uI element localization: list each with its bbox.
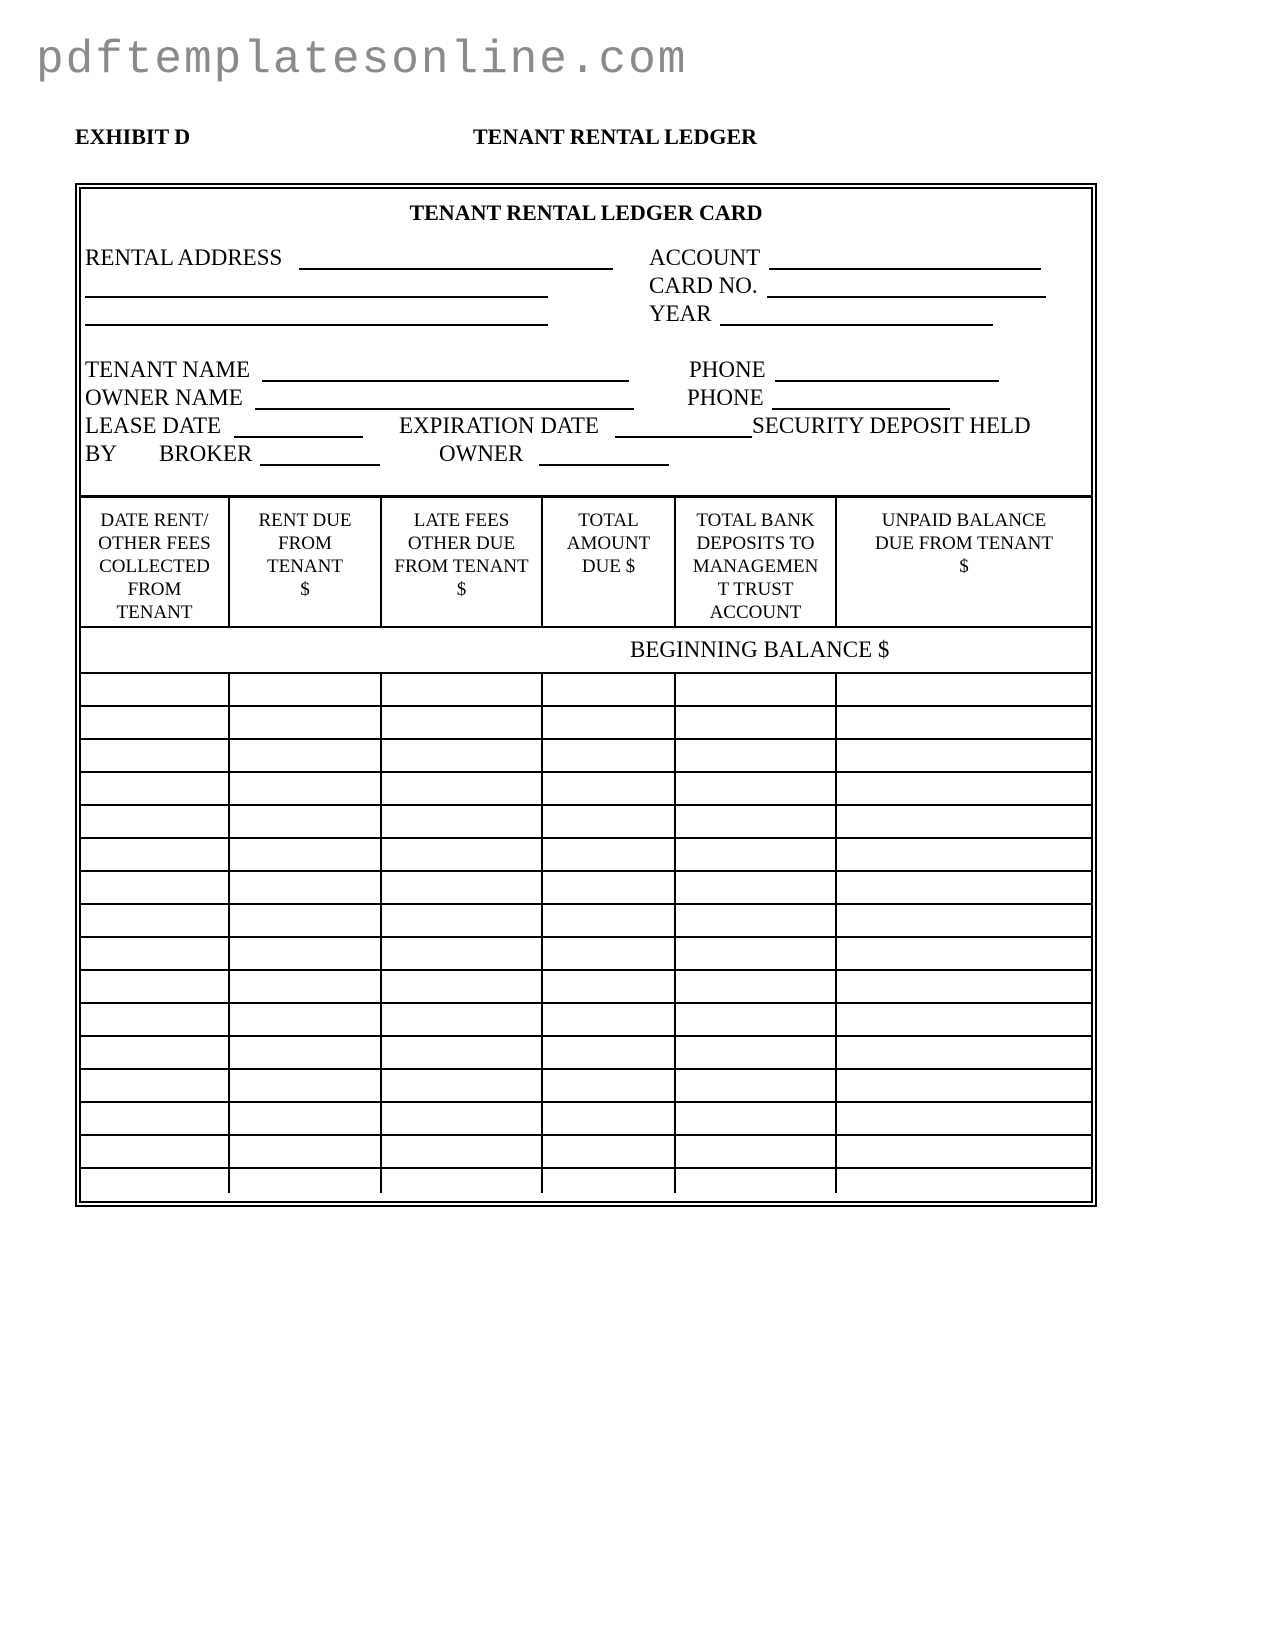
ledger-cell[interactable] <box>542 739 675 772</box>
expiration-date-label: EXPIRATION DATE <box>399 413 599 438</box>
tenant-name-label: TENANT NAME <box>85 357 251 382</box>
security-deposit-label: SECURITY DEPOSIT HELD <box>752 413 1031 438</box>
ledger-cell[interactable] <box>836 970 1091 1003</box>
ledger-row <box>81 1036 1091 1069</box>
owner-name-line[interactable] <box>255 408 634 410</box>
ledger-cell[interactable] <box>675 1102 836 1135</box>
ledger-cell[interactable] <box>542 805 675 838</box>
ledger-cell[interactable] <box>229 772 381 805</box>
ledger-row <box>81 1168 1091 1193</box>
beginning-balance-label: BEGINNING BALANCE $ <box>630 637 890 662</box>
owner-phone-line[interactable] <box>772 408 950 410</box>
ledger-row <box>81 805 1091 838</box>
rental-address-line-1[interactable] <box>299 268 613 270</box>
ledger-card <box>79 187 1093 1203</box>
ledger-cell[interactable] <box>381 1102 542 1135</box>
ledger-row <box>81 904 1091 937</box>
ledger-row <box>81 1135 1091 1168</box>
ledger-cell[interactable] <box>675 1168 836 1193</box>
column-header-line: RENT DUE <box>258 510 352 531</box>
ledger-cell[interactable] <box>542 937 675 970</box>
beginning-balance-row <box>81 627 1091 673</box>
ledger-cell[interactable] <box>81 1003 229 1036</box>
owner-name-label: OWNER NAME <box>85 385 243 410</box>
ledger-cell[interactable] <box>229 1102 381 1135</box>
column-header-line: TENANT <box>267 556 343 577</box>
ledger-row <box>81 673 1091 706</box>
ledger-cell[interactable] <box>542 871 675 904</box>
column-header-line: AMOUNT <box>566 533 651 554</box>
ledger-cell[interactable] <box>542 838 675 871</box>
ledger-cell[interactable] <box>81 937 229 970</box>
by-label: BY <box>85 441 117 466</box>
ledger-cell[interactable] <box>81 1036 229 1069</box>
ledger-cell[interactable] <box>836 673 1091 706</box>
ledger-cell[interactable] <box>542 1036 675 1069</box>
column-header-line: FROM TENANT <box>394 556 529 577</box>
rental-address-line-2[interactable] <box>85 296 548 298</box>
ledger-cell[interactable] <box>836 1102 1091 1135</box>
ledger-cell[interactable] <box>229 871 381 904</box>
year-label: YEAR <box>649 301 712 326</box>
ledger-cell[interactable] <box>81 673 229 706</box>
ledger-cell[interactable] <box>229 739 381 772</box>
ledger-cell[interactable] <box>381 1036 542 1069</box>
ledger-cell[interactable] <box>229 706 381 739</box>
ledger-cell[interactable] <box>542 970 675 1003</box>
ledger-row <box>81 1003 1091 1036</box>
ledger-cell[interactable] <box>542 1168 675 1193</box>
column-header-line: COLLECTED <box>99 556 210 577</box>
card-no-line[interactable] <box>767 296 1046 298</box>
ledger-cell[interactable] <box>675 871 836 904</box>
document-title: TENANT RENTAL LEDGER <box>473 124 758 149</box>
ledger-cell[interactable] <box>675 970 836 1003</box>
column-header-line: DATE RENT/ <box>100 510 209 531</box>
column-header-line: $ <box>300 579 310 600</box>
column-header-line: $ <box>456 579 467 600</box>
lease-date-line[interactable] <box>234 436 363 438</box>
ledger-row <box>81 772 1091 805</box>
column-header <box>81 497 229 627</box>
ledger-row <box>81 1102 1091 1135</box>
column-header-line: DUE $ <box>581 556 636 577</box>
column-header <box>381 497 542 627</box>
ledger-cell[interactable] <box>381 871 542 904</box>
ledger-cell[interactable] <box>81 904 229 937</box>
ledger-cell[interactable] <box>542 1102 675 1135</box>
ledger-row <box>81 871 1091 904</box>
ledger-cell[interactable] <box>381 1003 542 1036</box>
column-header-line: MANAGEMEN <box>692 556 819 577</box>
ledger-cell[interactable] <box>836 838 1091 871</box>
card-title: TENANT RENTAL LEDGER CARD <box>409 200 763 225</box>
expiration-date-line[interactable] <box>615 436 752 438</box>
column-header-line: TENANT <box>116 602 193 623</box>
ledger-row <box>81 706 1091 739</box>
ledger-cell[interactable] <box>81 1069 229 1102</box>
ledger-cell[interactable] <box>81 1135 229 1168</box>
ledger-cell[interactable] <box>836 1036 1091 1069</box>
ledger-cell[interactable] <box>675 772 836 805</box>
ledger-cell[interactable] <box>542 772 675 805</box>
ledger-cell[interactable] <box>81 838 229 871</box>
ledger-row <box>81 970 1091 1003</box>
ledger-cell[interactable] <box>381 1168 542 1193</box>
column-header-row <box>81 497 1091 627</box>
ledger-cell[interactable] <box>81 1168 229 1193</box>
column-header-line: LATE FEES <box>413 510 510 531</box>
owner-phone-label: PHONE <box>687 385 764 410</box>
account-label: ACCOUNT <box>649 245 761 270</box>
ledger-cell[interactable] <box>675 706 836 739</box>
column-header-line: TOTAL BANK <box>696 510 815 531</box>
ledger-cell[interactable] <box>81 772 229 805</box>
ledger-cell[interactable] <box>542 904 675 937</box>
ledger-cell[interactable] <box>381 673 542 706</box>
column-header-line: T TRUST <box>717 579 794 600</box>
ledger-cell[interactable] <box>836 706 1091 739</box>
ledger-cell[interactable] <box>381 706 542 739</box>
column-header-line: FROM <box>278 533 332 554</box>
ledger-cell[interactable] <box>675 673 836 706</box>
ledger-cell[interactable] <box>675 904 836 937</box>
ledger-cell[interactable] <box>675 1069 836 1102</box>
ledger-cell[interactable] <box>229 673 381 706</box>
ledger-cell[interactable] <box>542 673 675 706</box>
ledger-cell[interactable] <box>675 937 836 970</box>
ledger-cell[interactable] <box>675 838 836 871</box>
ledger-cell[interactable] <box>836 937 1091 970</box>
owner-label: OWNER <box>439 441 524 466</box>
ledger-row <box>81 838 1091 871</box>
rental-address-line-3[interactable] <box>85 324 548 326</box>
lease-date-label: LEASE DATE <box>85 413 222 438</box>
ledger-cell[interactable] <box>229 1135 381 1168</box>
ledger-cell[interactable] <box>229 1168 381 1193</box>
ledger-cell[interactable] <box>675 805 836 838</box>
ledger-table <box>81 496 1091 1193</box>
ledger-cell[interactable] <box>81 970 229 1003</box>
ledger-cell[interactable] <box>229 937 381 970</box>
ledger-cell[interactable] <box>81 739 229 772</box>
ledger-row <box>81 739 1091 772</box>
ledger-cell[interactable] <box>542 1069 675 1102</box>
column-header-line: DUE FROM TENANT <box>874 533 1054 554</box>
card-no-label: CARD NO. <box>649 273 758 298</box>
ledger-cell[interactable] <box>675 1036 836 1069</box>
column-header-line: $ <box>959 556 969 577</box>
ledger-cell[interactable] <box>836 1003 1091 1036</box>
column-header-line: DEPOSITS TO <box>696 533 815 554</box>
ledger-cell[interactable] <box>836 1168 1091 1193</box>
ledger-cell[interactable] <box>381 772 542 805</box>
ledger-cell[interactable] <box>381 838 542 871</box>
ledger-cell[interactable] <box>836 1135 1091 1168</box>
ledger-cell[interactable] <box>81 805 229 838</box>
ledger-row <box>81 937 1091 970</box>
ledger-cell[interactable] <box>836 871 1091 904</box>
column-header <box>542 497 675 627</box>
ledger-cell[interactable] <box>229 1069 381 1102</box>
broker-line[interactable] <box>260 464 380 466</box>
account-line[interactable] <box>769 268 1041 270</box>
ledger-cell[interactable] <box>229 838 381 871</box>
ledger-cell[interactable] <box>229 904 381 937</box>
ledger-cell[interactable] <box>229 1036 381 1069</box>
ledger-cell[interactable] <box>381 739 542 772</box>
ledger-cell[interactable] <box>381 805 542 838</box>
ledger-cell[interactable] <box>229 970 381 1003</box>
ledger-cell[interactable] <box>836 1069 1091 1102</box>
ledger-cell[interactable] <box>81 871 229 904</box>
ledger-cell[interactable] <box>381 1069 542 1102</box>
ledger-cell[interactable] <box>381 937 542 970</box>
watermark: pdftemplatesonline.com <box>36 34 688 86</box>
column-header-line: ACCOUNT <box>709 602 802 623</box>
broker-label: BROKER <box>159 441 253 466</box>
ledger-row <box>81 1069 1091 1102</box>
rental-address-label: RENTAL ADDRESS <box>85 245 283 270</box>
column-header-line: OTHER DUE <box>407 533 516 554</box>
ledger-cell[interactable] <box>542 1135 675 1168</box>
column-header <box>229 497 381 627</box>
column-header-line: OTHER FEES <box>98 533 211 554</box>
ledger-cell[interactable] <box>675 1135 836 1168</box>
ledger-cell[interactable] <box>381 1135 542 1168</box>
ledger-cell[interactable] <box>229 1003 381 1036</box>
tenant-phone-label: PHONE <box>689 357 766 382</box>
ledger-cell[interactable] <box>836 739 1091 772</box>
ledger-cell[interactable] <box>229 805 381 838</box>
ledger-cell[interactable] <box>381 904 542 937</box>
ledger-cell[interactable] <box>81 1102 229 1135</box>
year-line[interactable] <box>720 324 993 326</box>
tenant-phone-line[interactable] <box>775 380 999 382</box>
ledger-cell[interactable] <box>675 739 836 772</box>
tenant-name-line[interactable] <box>262 380 629 382</box>
exhibit-label: EXHIBIT D <box>75 124 191 149</box>
ledger-cell[interactable] <box>836 805 1091 838</box>
owner-line[interactable] <box>539 464 669 466</box>
ledger-cell[interactable] <box>675 1003 836 1036</box>
column-header-line: TOTAL <box>578 510 639 531</box>
column-header-line: FROM <box>127 579 182 600</box>
ledger-cell[interactable] <box>81 706 229 739</box>
ledger-cell[interactable] <box>542 1003 675 1036</box>
column-header <box>836 497 1091 627</box>
ledger-cell[interactable] <box>381 970 542 1003</box>
column-header <box>675 497 836 627</box>
ledger-cell[interactable] <box>836 904 1091 937</box>
ledger-cell[interactable] <box>836 772 1091 805</box>
ledger-cell[interactable] <box>542 706 675 739</box>
column-header-line: UNPAID BALANCE <box>881 510 1047 531</box>
